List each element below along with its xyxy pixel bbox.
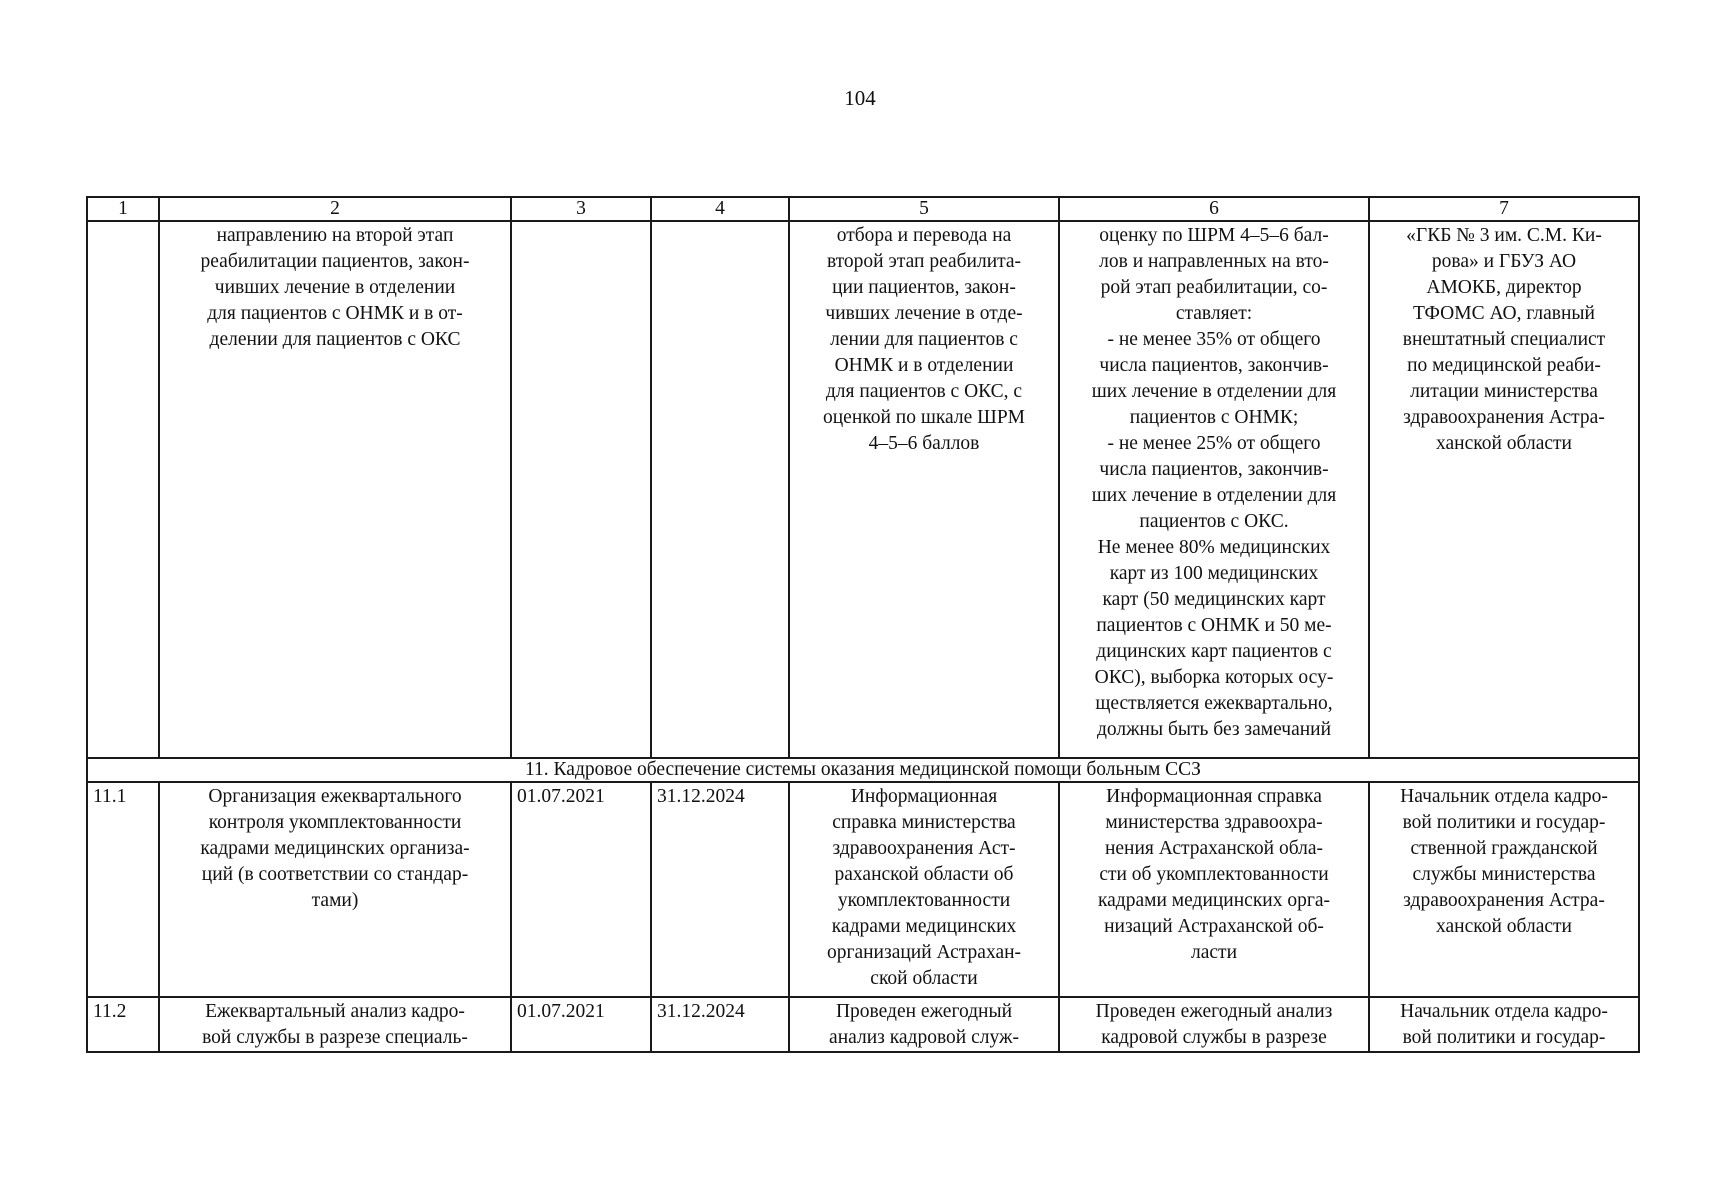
cell-responsible: Начальник отдела кадро- вой политики и государ- ственной гражданской службы министерства здравоохранения Астра- ханской области — [1369, 782, 1639, 997]
cell-number — [87, 221, 159, 758]
cell-end-date — [651, 221, 789, 758]
continuation-row — [87, 221, 1639, 758]
cell-start-date: 01.07.2021 — [511, 997, 651, 1052]
cell-result: Проведен ежегодный анализ кадровой служ- — [789, 997, 1059, 1052]
col-number-3: 3 — [511, 197, 651, 221]
cell-activity: Организация ежеквартального контроля укомплектованности кадрами медицинских организа- ций (в соответствии со стандар- тами) — [159, 782, 511, 997]
cell-end-date: 31.12.2024 — [651, 782, 789, 997]
cell-start-date — [511, 221, 651, 758]
cell-activity: направлению на второй этап реабилитации пациентов, закон- чивших лечение в отделении для пациентов с ОНМК и в от- делении для пациентов с ОКС — [159, 221, 511, 758]
page-number: 104 — [844, 86, 876, 110]
col-number-4: 4 — [651, 197, 789, 221]
cell-number: 11.1 — [87, 782, 159, 997]
cell-responsible: Начальник отдела кадро- вой политики и государ- — [1369, 997, 1639, 1052]
col-number-6: 6 — [1059, 197, 1369, 221]
column-number-row — [87, 197, 1639, 221]
table-row — [87, 782, 1639, 997]
table-row — [87, 997, 1639, 1052]
cell-indicator: оценку по ШРМ 4–5–6 бал- лов и направленных на вто- рой этап реабилитации, со- ставляет: - не менее 35% от общего числа пациентов, закончив- ших лечение в отделении для пациентов с ОНМК; - не менее 25% от общего числа пациентов, закончив- ших лечение в отделении для пациентов с ОКС. Не менее 80% медицинских карт из 100 медицинских карт (50 медицинских карт пациентов с ОНМК и 50 ме- дицинских карт пациентов с ОКС), выборка которых осу- ществляется ежеквартально, должны быть без замечаний — [1059, 221, 1369, 758]
col-number-7: 7 — [1369, 197, 1639, 221]
section-heading-row — [87, 758, 1639, 782]
section-title: 11. Кадровое обеспечение системы оказания медицинской помощи больным ССЗ — [87, 758, 1639, 782]
cell-number: 11.2 — [87, 997, 159, 1052]
cell-indicator: Проведен ежегодный анализ кадровой службы в разрезе — [1059, 997, 1369, 1052]
col-number-5: 5 — [789, 197, 1059, 221]
col-number-1: 1 — [87, 197, 159, 221]
col-number-2: 2 — [159, 197, 511, 221]
cell-result: Информационная справка министерства здравоохранения Аст- раханской области об укомплектованности кадрами медицинских организаций Астрахан- ской области — [789, 782, 1059, 997]
cell-activity: Ежеквартальный анализ кадро- вой службы в разрезе специаль- — [159, 997, 511, 1052]
cell-responsible: «ГКБ № 3 им. С.М. Ки- рова» и ГБУЗ АО АМОКБ, директор ТФОМС АО, главный внештатный специалист по медицинской реаби- литации министерства здравоохранения Астра- ханской области — [1369, 221, 1639, 758]
cell-result: отбора и перевода на второй этап реабилита- ции пациентов, закон- чивших лечение в отде- лении для пациентов с ОНМК и в отделении для пациентов с ОКС, с оценкой по шкале ШРМ 4–5–6 баллов — [789, 221, 1059, 758]
cell-indicator: Информационная справка министерства здравоохра- нения Астраханской обла- сти об укомплектованности кадрами медицинских орга- низаций Астраханской об- ласти — [1059, 782, 1369, 997]
cell-end-date: 31.12.2024 — [651, 997, 789, 1052]
cell-start-date: 01.07.2021 — [511, 782, 651, 997]
plan-table — [86, 196, 1640, 1053]
